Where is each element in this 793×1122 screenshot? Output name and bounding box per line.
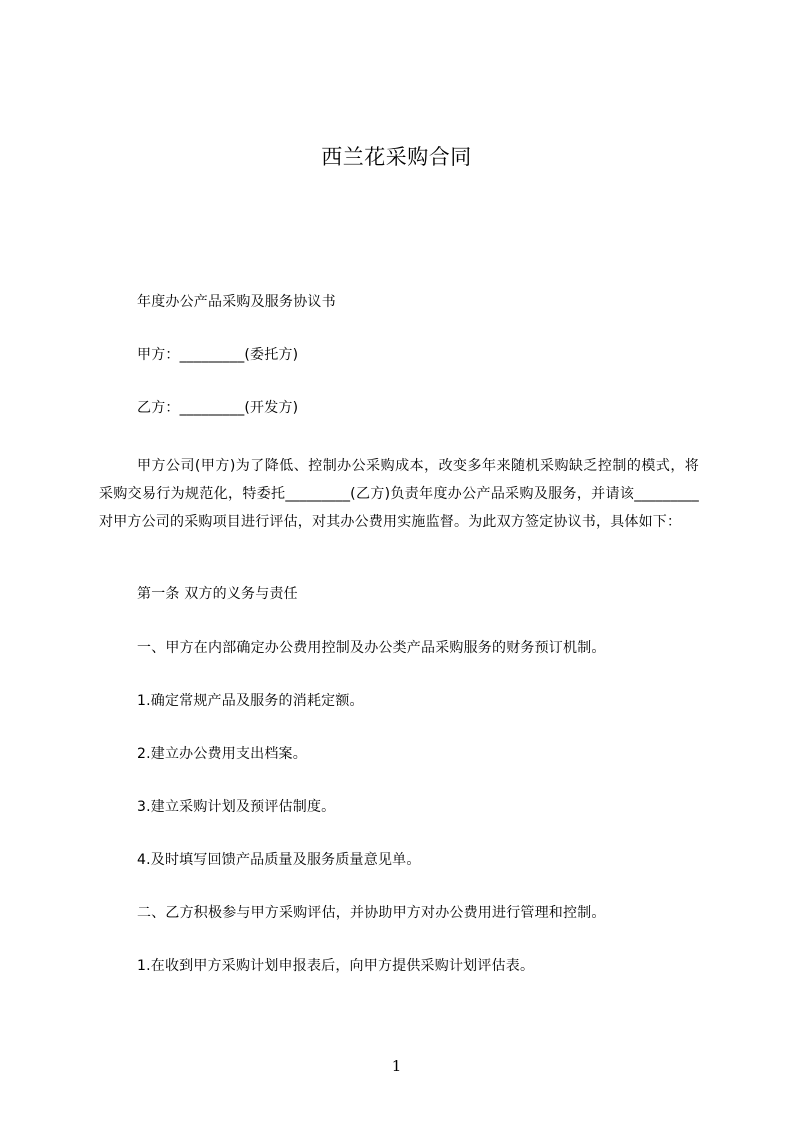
section-1-heading: 一、甲方在内部确定办公费用控制及办公类产品采购服务的财务预订机制。 xyxy=(137,640,606,656)
intro-paragraph: 甲方公司(甲方)为了降低、控制办公采购成本，改变多年来随机采购缺乏控制的模式，将采购交易行为规范化，特委托_________(乙方)负责年度办公产品采购及服务，并请该_________对甲方公司的采购项目进行评估，对其办公费用实施监督。为此双方签定协议书，具体如下： xyxy=(99,458,699,530)
page-number: 1 xyxy=(391,1057,402,1075)
section-1-item: 2.建立办公费用支出档案。 xyxy=(137,746,307,762)
section-1-item: 4.及时填写回馈产品质量及服务质量意见单。 xyxy=(137,852,421,868)
document-title: 西兰花采购合同 xyxy=(321,145,472,169)
section-2-item: 1.在收到甲方采购计划申报表后，向甲方提供采购计划评估表。 xyxy=(137,958,535,974)
party-a-line: 甲方：_________(委托方) xyxy=(137,347,299,363)
article-1-heading: 第一条 双方的义务与责任 xyxy=(137,586,298,602)
party-b-line: 乙方：_________(开发方) xyxy=(137,400,299,416)
section-1-item: 3.建立采购计划及预评估制度。 xyxy=(137,799,336,815)
agreement-subtitle: 年度办公产品采购及服务协议书 xyxy=(137,294,336,310)
section-2-heading: 二、乙方积极参与甲方采购评估，并协助甲方对办公费用进行管理和控制。 xyxy=(137,905,606,921)
section-1-item: 1.确定常规产品及服务的消耗定额。 xyxy=(137,693,364,709)
